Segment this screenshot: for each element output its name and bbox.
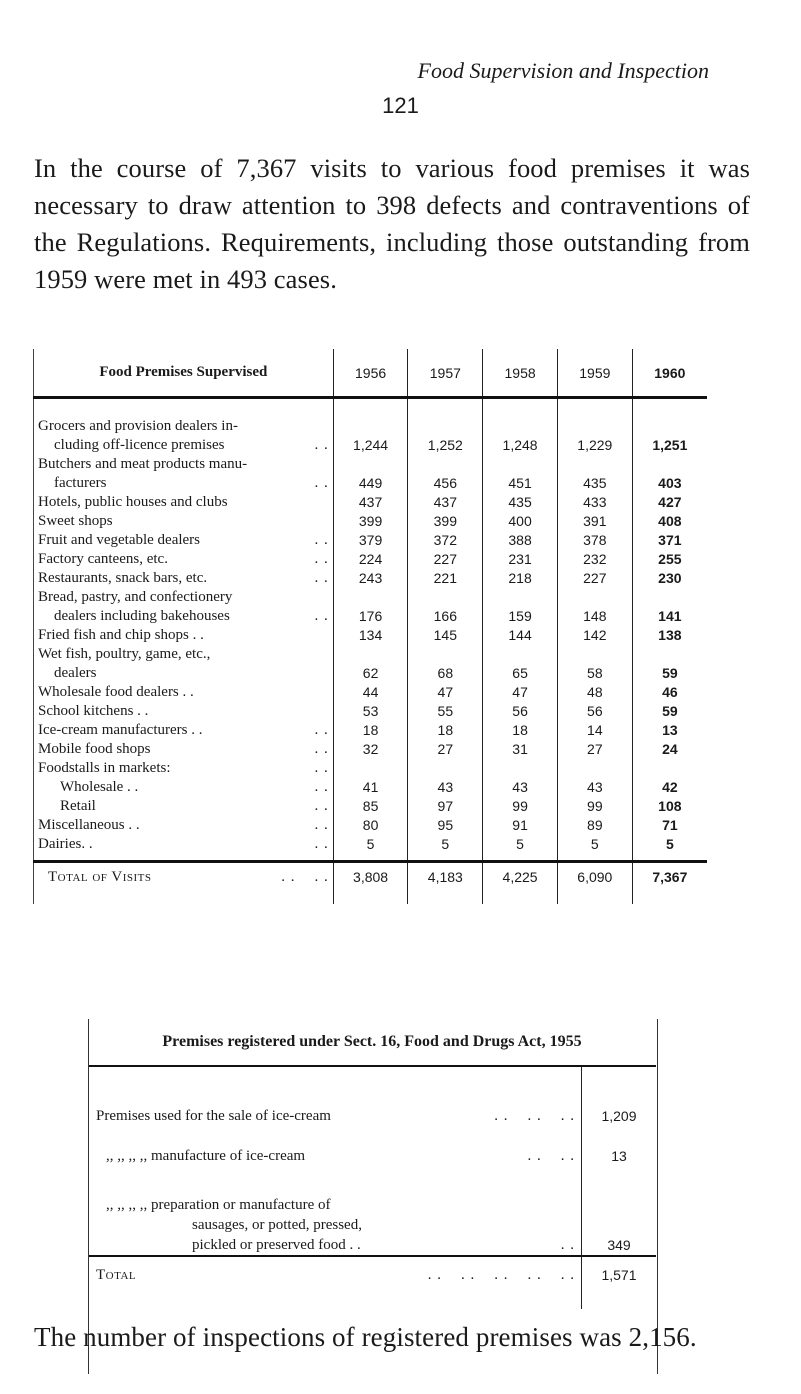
- row-value-1960: 1,251: [632, 398, 707, 456]
- row-label: [34, 531, 334, 550]
- row-value-1956: 80: [333, 816, 408, 835]
- row-label-line: Grocers and provision dealers in-: [38, 418, 238, 434]
- row-value-1958: 159: [483, 588, 558, 626]
- table-row: [34, 702, 708, 721]
- total-value-1959: 6,090: [557, 862, 632, 905]
- row-label-line: Wholesale . .: [60, 779, 139, 795]
- row-label-line: Retail: [60, 798, 96, 814]
- table-row: [34, 683, 708, 702]
- column-header-1960: 1960: [632, 349, 707, 398]
- column-header-premises: Food Premises Supervised: [34, 349, 334, 398]
- row-value-1959: 89: [557, 816, 632, 835]
- row-value-1956: 62: [333, 645, 408, 683]
- row-value-1959: 433: [557, 493, 632, 512]
- total-value-1960: 7,367: [632, 862, 707, 905]
- row-value-1959: 142: [557, 626, 632, 645]
- total-value-1957: 4,183: [408, 862, 483, 905]
- row-label-line: Sweet shops: [38, 513, 113, 529]
- row-value-1959: 43: [557, 778, 632, 797]
- row-label: [34, 702, 334, 721]
- registered-total-label: Total . . . . . . . . . .: [88, 1256, 582, 1309]
- table-row: [34, 778, 708, 797]
- row-label-line: Butchers and meat products manu-: [38, 456, 248, 472]
- registered-table-title: Premises registered under Sect. 16, Food and Drugs Act, 1955: [88, 1019, 656, 1066]
- row-label: [34, 645, 334, 683]
- row-value-1956: 18: [333, 721, 408, 740]
- row-value-1959: 391: [557, 512, 632, 531]
- column-header-1957: 1957: [408, 349, 483, 398]
- row-value-1960: 371: [632, 531, 707, 550]
- row-label: [34, 816, 334, 835]
- table-row: [34, 797, 708, 816]
- table-row: [34, 493, 708, 512]
- row-value-1959: 27: [557, 740, 632, 759]
- row-label: [34, 759, 334, 778]
- leader-dots: . .: [314, 532, 329, 548]
- row-value-1959: 58: [557, 645, 632, 683]
- registered-row-label: ,, ,, ,, ,, preparation or manufacture of sausages, or potted, pressed, pickled or preserved food . . . .: [106, 1197, 575, 1253]
- row-value-1960: 5: [632, 835, 707, 854]
- row-value-1957: 166: [408, 588, 483, 626]
- row-label-line: School kitchens . .: [38, 703, 149, 719]
- table-row: [34, 531, 708, 550]
- row-label-line: Ice-cream manufacturers . .: [38, 722, 203, 738]
- row-label: [34, 493, 334, 512]
- row-value-1959: [557, 759, 632, 778]
- row-value-1958: 1,248: [483, 398, 558, 456]
- row-label-line: Restaurants, snack bars, etc.: [38, 570, 208, 586]
- row-value-1956: 176: [333, 588, 408, 626]
- row-value-1956: 379: [333, 531, 408, 550]
- row-value-1956: 399: [333, 512, 408, 531]
- row-value-1959: 48: [557, 683, 632, 702]
- row-value-1957: 372: [408, 531, 483, 550]
- row-value-1957: 95: [408, 816, 483, 835]
- table-row: [34, 645, 708, 683]
- registered-total-value: 1,571: [582, 1256, 657, 1309]
- row-value-1959: 14: [557, 721, 632, 740]
- row-value-1959: 1,229: [557, 398, 632, 456]
- row-value-1958: 388: [483, 531, 558, 550]
- row-value-1960: 427: [632, 493, 707, 512]
- leader-dots: . .: [314, 760, 329, 776]
- registered-row-value: 1,209: [582, 1066, 657, 1126]
- row-value-1956: 437: [333, 493, 408, 512]
- table-row: [34, 759, 708, 778]
- row-value-1958: 56: [483, 702, 558, 721]
- row-value-1959: 56: [557, 702, 632, 721]
- row-value-1960: 59: [632, 702, 707, 721]
- row-value-1958: 451: [483, 455, 558, 493]
- row-value-1958: 144: [483, 626, 558, 645]
- row-label-line: Hotels, public houses and clubs: [38, 494, 228, 510]
- row-value-1959: 227: [557, 569, 632, 588]
- table-row: [34, 835, 708, 854]
- row-value-1959: 378: [557, 531, 632, 550]
- row-value-1956: 32: [333, 740, 408, 759]
- row-label-line: Fried fish and chip shops . .: [38, 627, 204, 643]
- row-value-1956: 449: [333, 455, 408, 493]
- row-value-1960: 255: [632, 550, 707, 569]
- table-row: [34, 569, 708, 588]
- total-row: [34, 862, 708, 905]
- row-value-1957: 1,252: [408, 398, 483, 456]
- row-value-1960: 46: [632, 683, 707, 702]
- leader-dots: . .: [314, 798, 329, 814]
- row-value-1958: 43: [483, 778, 558, 797]
- column-header-1959: 1959: [557, 349, 632, 398]
- row-value-1956: [333, 759, 408, 778]
- table-row: [34, 721, 708, 740]
- leader-dots: . .: [314, 817, 329, 833]
- table-row: [34, 512, 708, 531]
- row-label: [34, 398, 334, 456]
- row-value-1957: 399: [408, 512, 483, 531]
- row-value-1958: 99: [483, 797, 558, 816]
- row-value-1960: [632, 759, 707, 778]
- row-value-1957: 47: [408, 683, 483, 702]
- row-value-1957: 5: [408, 835, 483, 854]
- row-label: [34, 683, 334, 702]
- row-value-1957: 145: [408, 626, 483, 645]
- row-value-1958: [483, 759, 558, 778]
- row-label-line: Factory canteens, etc.: [38, 551, 168, 567]
- leader-dots: . .: [314, 570, 329, 586]
- table-row: [34, 398, 708, 456]
- row-value-1960: 138: [632, 626, 707, 645]
- registered-row-label: Premises used for the sale of ice-cream . . . . . .: [96, 1108, 575, 1124]
- row-value-1958: 5: [483, 835, 558, 854]
- row-label-line: cluding off-licence premises: [54, 437, 225, 453]
- row-value-1959: 148: [557, 588, 632, 626]
- row-label-line: dealers including bakehouses: [54, 608, 230, 624]
- table-row: [34, 740, 708, 759]
- row-value-1960: 42: [632, 778, 707, 797]
- row-value-1956: 243: [333, 569, 408, 588]
- registered-row-value: 349: [582, 1166, 657, 1256]
- row-value-1960: 71: [632, 816, 707, 835]
- leader-dots: . .: [314, 836, 329, 852]
- row-label-line: Wet fish, poultry, game, etc.,: [38, 646, 211, 662]
- row-value-1958: 31: [483, 740, 558, 759]
- row-value-1957: 18: [408, 721, 483, 740]
- running-header: Food Supervision and Inspection: [417, 58, 709, 83]
- row-value-1956: 134: [333, 626, 408, 645]
- row-value-1958: 218: [483, 569, 558, 588]
- row-value-1956: 53: [333, 702, 408, 721]
- row-value-1957: 97: [408, 797, 483, 816]
- registered-row-value: 13: [582, 1126, 657, 1166]
- leader-dots: . .: [314, 741, 329, 757]
- row-value-1958: 400: [483, 512, 558, 531]
- row-value-1959: 99: [557, 797, 632, 816]
- column-header-1958: 1958: [483, 349, 558, 398]
- row-label-line: Fruit and vegetable dealers: [38, 532, 201, 548]
- row-label-line: Miscellaneous . .: [38, 817, 140, 833]
- row-label: [34, 588, 334, 626]
- row-value-1960: 13: [632, 721, 707, 740]
- total-separator: [34, 854, 708, 862]
- row-value-1960: 141: [632, 588, 707, 626]
- premises-supervised-table: [33, 349, 707, 904]
- intro-paragraph: In the course of 7,367 visits to various food premises it was necessary to draw attention to 398 defects and contraventions of the Regulations. Requirements, including those outstanding from 1959 were met in 493 cases.: [34, 153, 750, 294]
- row-label-line: facturers: [54, 475, 107, 491]
- row-value-1960: 24: [632, 740, 707, 759]
- row-label-line: Dairies. .: [38, 836, 93, 852]
- row-label-line: Mobile food shops: [38, 741, 151, 757]
- row-value-1957: [408, 759, 483, 778]
- row-value-1958: 65: [483, 645, 558, 683]
- leader-dots: . .: [314, 551, 329, 567]
- total-label: Total of Visits . . . .: [34, 862, 334, 905]
- row-label: [34, 778, 334, 797]
- row-value-1956: 224: [333, 550, 408, 569]
- row-value-1958: 91: [483, 816, 558, 835]
- row-value-1956: 44: [333, 683, 408, 702]
- row-value-1957: 68: [408, 645, 483, 683]
- row-value-1956: 1,244: [333, 398, 408, 456]
- row-label: [34, 740, 334, 759]
- row-value-1958: 231: [483, 550, 558, 569]
- row-label: [34, 835, 334, 854]
- total-value-1956: 3,808: [333, 862, 408, 905]
- row-value-1960: 408: [632, 512, 707, 531]
- leader-dots: . .: [314, 722, 329, 738]
- registered-row-label: ,, ,, ,, ,, manufacture of ice-cream . . . .: [106, 1148, 575, 1164]
- row-value-1958: 47: [483, 683, 558, 702]
- row-value-1956: 41: [333, 778, 408, 797]
- row-value-1958: 18: [483, 721, 558, 740]
- row-value-1957: 227: [408, 550, 483, 569]
- row-label-line: dealers: [54, 665, 97, 681]
- table-row: [34, 550, 708, 569]
- row-value-1960: 108: [632, 797, 707, 816]
- table-row: [34, 626, 708, 645]
- row-value-1957: 27: [408, 740, 483, 759]
- row-label: [34, 455, 334, 493]
- row-value-1957: 221: [408, 569, 483, 588]
- row-value-1959: 435: [557, 455, 632, 493]
- row-label-line: Bread, pastry, and confectionery: [38, 589, 233, 605]
- leader-dots: . .: [314, 475, 329, 491]
- closing-paragraph: The number of inspections of registered premises was 2,156.: [34, 1322, 697, 1352]
- row-value-1958: 435: [483, 493, 558, 512]
- row-value-1959: 5: [557, 835, 632, 854]
- total-value-1958: 4,225: [483, 862, 558, 905]
- row-label: [34, 512, 334, 531]
- page-number: 121: [382, 93, 419, 118]
- row-label: [34, 721, 334, 740]
- row-label-line: Foodstalls in markets:: [38, 760, 171, 776]
- leader-dots: . .: [314, 779, 329, 795]
- row-value-1956: 85: [333, 797, 408, 816]
- column-header-1956: 1956: [333, 349, 408, 398]
- row-value-1957: 437: [408, 493, 483, 512]
- row-value-1957: 456: [408, 455, 483, 493]
- row-value-1960: 403: [632, 455, 707, 493]
- row-value-1957: 43: [408, 778, 483, 797]
- row-value-1960: 59: [632, 645, 707, 683]
- row-value-1959: 232: [557, 550, 632, 569]
- leader-dots: . .: [314, 437, 329, 453]
- row-label: [34, 797, 334, 816]
- table-row: [34, 588, 708, 626]
- row-label: [34, 550, 334, 569]
- leader-dots: . .: [314, 608, 329, 624]
- row-label: [34, 626, 334, 645]
- row-label-line: Wholesale food dealers . .: [38, 684, 194, 700]
- row-value-1960: 230: [632, 569, 707, 588]
- row-label: [34, 569, 334, 588]
- table-row: [34, 816, 708, 835]
- row-value-1957: 55: [408, 702, 483, 721]
- row-value-1956: 5: [333, 835, 408, 854]
- table-row: [34, 455, 708, 493]
